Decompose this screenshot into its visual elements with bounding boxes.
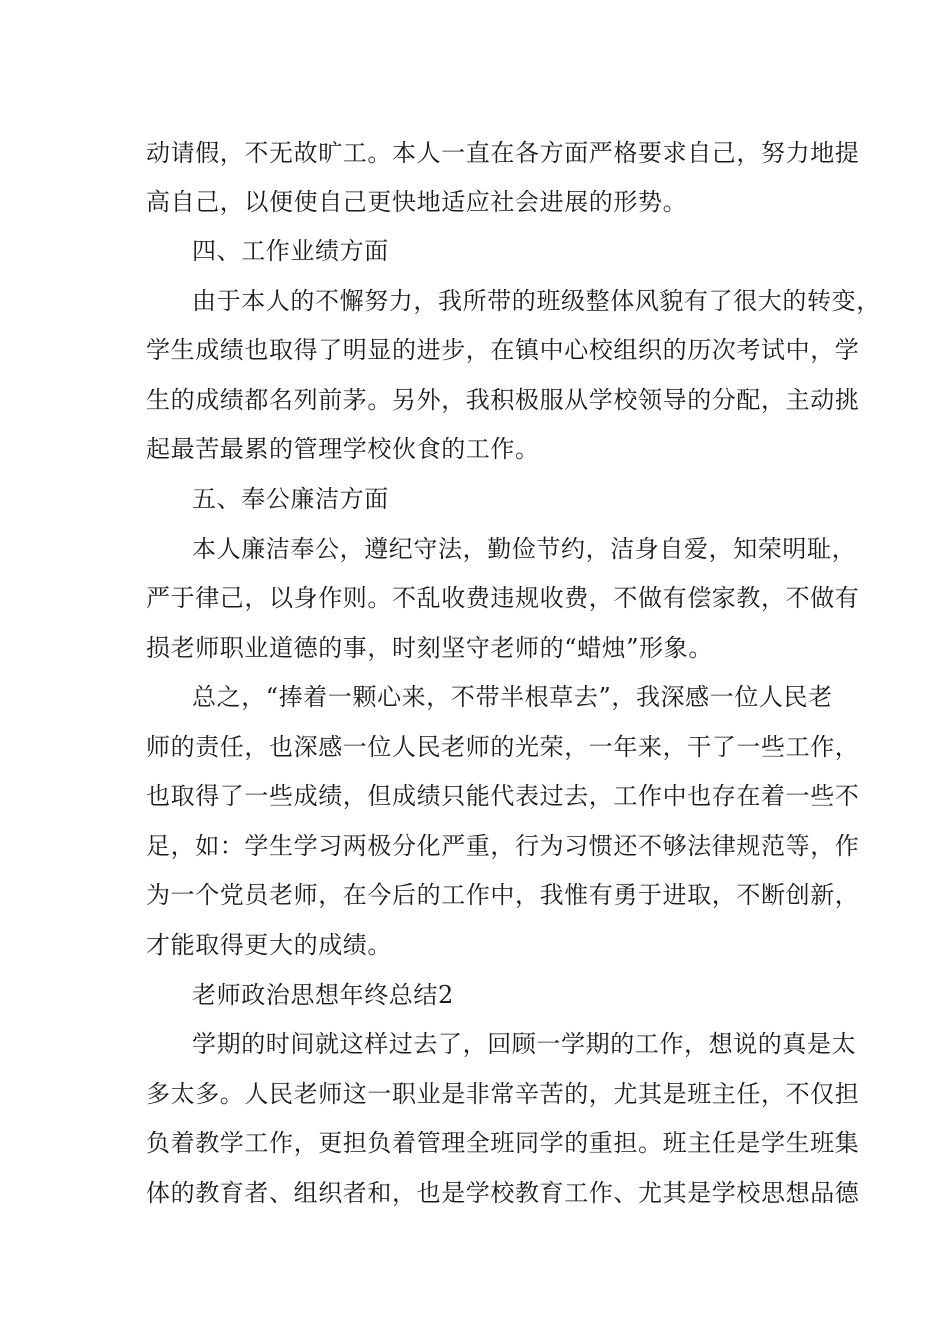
text-line: 动请假，不无故旷工。本人一直在各方面严格要求自己，努力地提 [146, 139, 860, 167]
text-line: 学期的时间就这样过去了，回顾一学期的工作，想说的真是太 [192, 1030, 857, 1058]
text-line: 负着教学工作，更担负着管理全班同学的重担。班主任是学生班集 [146, 1129, 860, 1157]
text-line: 为一个党员老师，在今后的工作中，我惟有勇于进取，不断创新， [146, 881, 860, 909]
section-title: 老师政治思想年终总结2 [192, 981, 454, 1009]
section-heading: 四、工作业绩方面 [192, 237, 389, 265]
text-line: 师的责任，也深感一位人民老师的光荣，一年来，干了一些工作， [146, 733, 860, 761]
text-line: 起最苦最累的管理学校伙食的工作。 [146, 435, 540, 463]
text-line: 总之，“捧着一颗心来，不带半根草去”，我深感一位人民老 [192, 683, 833, 711]
text-line: 足，如：学生学习两极分化严重，行为习惯还不够法律规范等，作 [146, 832, 860, 860]
text-line: 多太多。人民老师这一职业是非常辛苦的，尤其是班主任，不仅担 [146, 1080, 860, 1108]
text-line: 本人廉洁奉公，遵纪守法，勤俭节约，洁身自爱，知荣明耻， [192, 535, 857, 563]
text-line: 体的教育者、组织者和，也是学校教育工作、尤其是学校思想品德 [146, 1179, 860, 1207]
text-line: 严于律己，以身作则。不乱收费违规收费，不做有偿家教，不做有 [146, 584, 860, 612]
text-line: 生的成绩都名列前茅。另外，我积极服从学校领导的分配，主动挑 [146, 386, 860, 414]
text-line: 学生成绩也取得了明显的进步，在镇中心校组织的历次考试中，学 [146, 336, 860, 364]
text-line: 损老师职业道德的事，时刻坚守老师的“蜡烛”形象。 [146, 634, 713, 662]
section-heading: 五、奉公廉洁方面 [192, 485, 389, 513]
text-line: 才能取得更大的成绩。 [146, 931, 392, 959]
text-line: 高自己，以便使自己更快地适应社会进展的形势。 [146, 188, 688, 216]
text-line: 也取得了一些成绩，但成绩只能代表过去，工作中也存在着一些不 [146, 782, 860, 810]
text-line: 由于本人的不懈努力，我所带的班级整体风貌有了很大的转变， [192, 287, 881, 315]
